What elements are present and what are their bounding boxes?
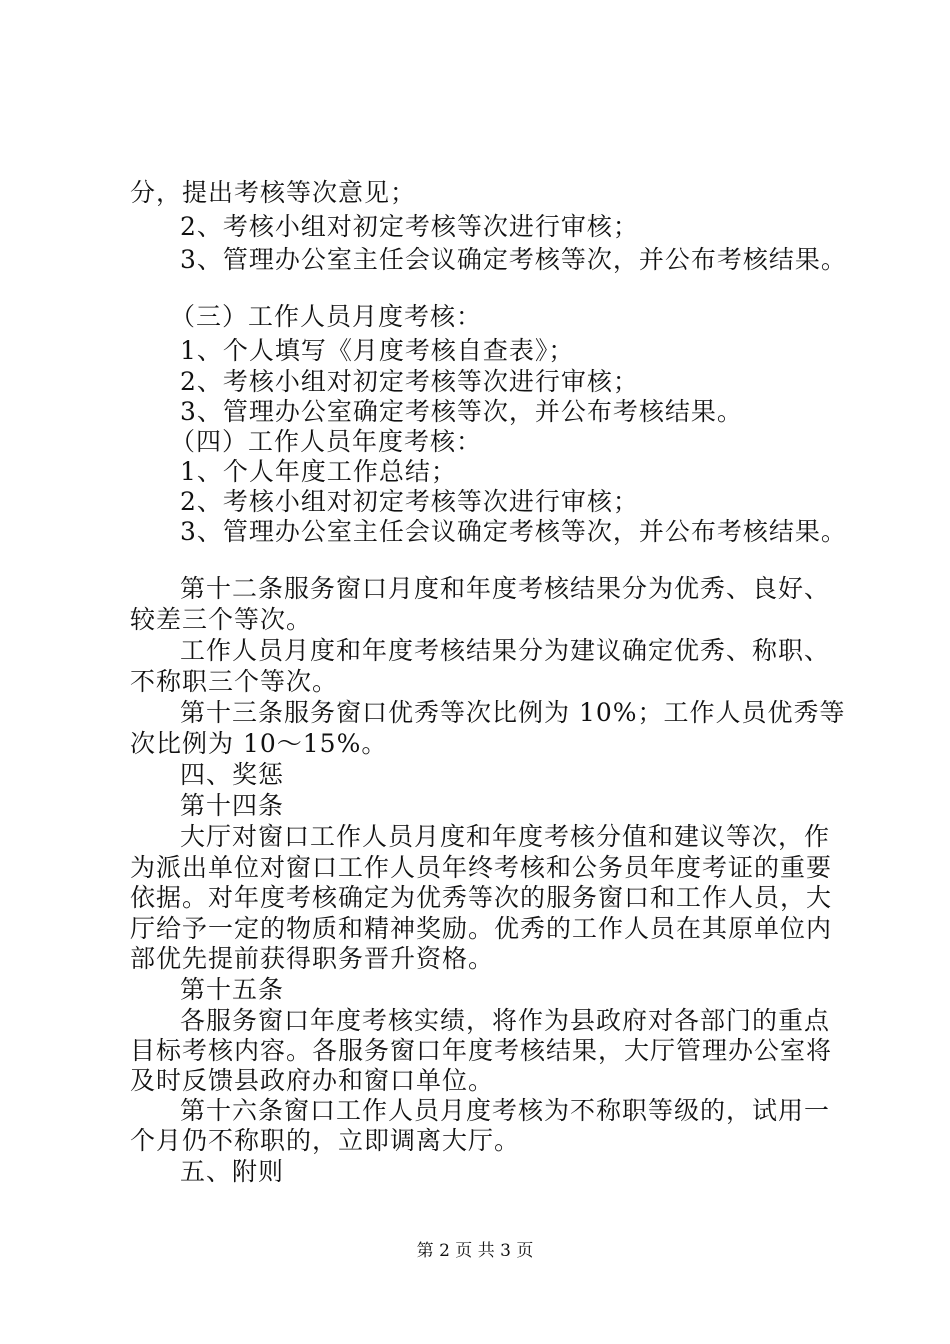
text-line: 次比例为 10～15%。 [130, 729, 388, 758]
text-line: 个月仍不称职的，立即调离大厅。 [130, 1126, 521, 1155]
text-line: 3、管理办公室主任会议确定考核等次，并公布考核结果。 [180, 245, 847, 274]
section-heading: 五、附则 [180, 1157, 285, 1186]
text-line: 分，提出考核等次意见； [130, 178, 417, 207]
text-line: 第十三条服务窗口优秀等次比例为 10%；工作人员优秀等 [180, 698, 846, 727]
text-line: 2、考核小组对初定考核等次进行审核； [180, 367, 639, 396]
article-heading: 第十四条 [180, 791, 285, 820]
text-line: 目标考核内容。各服务窗口年度考核结果，大厅管理办公室将 [130, 1036, 833, 1065]
text-line: 及时反馈县政府办和窗口单位。 [130, 1066, 495, 1095]
text-line: 大厅对窗口工作人员月度和年度考核分值和建议等次，作 [180, 822, 831, 851]
text-line: 各服务窗口年度考核实绩，将作为县政府对各部门的重点 [180, 1006, 831, 1035]
text-line: 第十六条窗口工作人员月度考核为不称职等级的，试用一 [180, 1096, 831, 1125]
text-line: 1、个人年度工作总结； [180, 457, 457, 486]
text-line: 3、管理办公室确定考核等次，并公布考核结果。 [180, 397, 743, 426]
section-heading: （三）工作人员月度考核： [170, 302, 483, 331]
text-line: 不称职三个等次。 [130, 667, 339, 696]
section-heading: 四、奖惩 [180, 760, 285, 789]
text-line: 2、考核小组对初定考核等次进行审核； [180, 212, 639, 241]
section-heading: （四）工作人员年度考核： [170, 427, 483, 456]
text-line: 1、个人填写《月度考核自查表》； [180, 336, 575, 365]
text-line: 依据。对年度考核确定为优秀等次的服务窗口和工作人员，大 [130, 883, 833, 912]
text-line: 部优先提前获得职务晋升资格。 [130, 944, 495, 973]
text-line: 为派出单位对窗口工作人员年终考核和公务员年度考证的重要 [130, 853, 833, 882]
text-line: 第十二条服务窗口月度和年度考核结果分为优秀、良好、 [180, 574, 831, 603]
text-line: 厅给予一定的物质和精神奖励。优秀的工作人员在其原单位内 [130, 914, 833, 943]
page-number-footer: 第 2 页 共 3 页 [416, 1241, 534, 1261]
text-line: 工作人员月度和年度考核结果分为建议确定优秀、称职、 [180, 636, 831, 665]
text-line: 3、管理办公室主任会议确定考核等次，并公布考核结果。 [180, 517, 847, 546]
article-heading: 第十五条 [180, 975, 285, 1004]
text-line: 2、考核小组对初定考核等次进行审核； [180, 487, 639, 516]
text-line: 较差三个等次。 [130, 605, 313, 634]
